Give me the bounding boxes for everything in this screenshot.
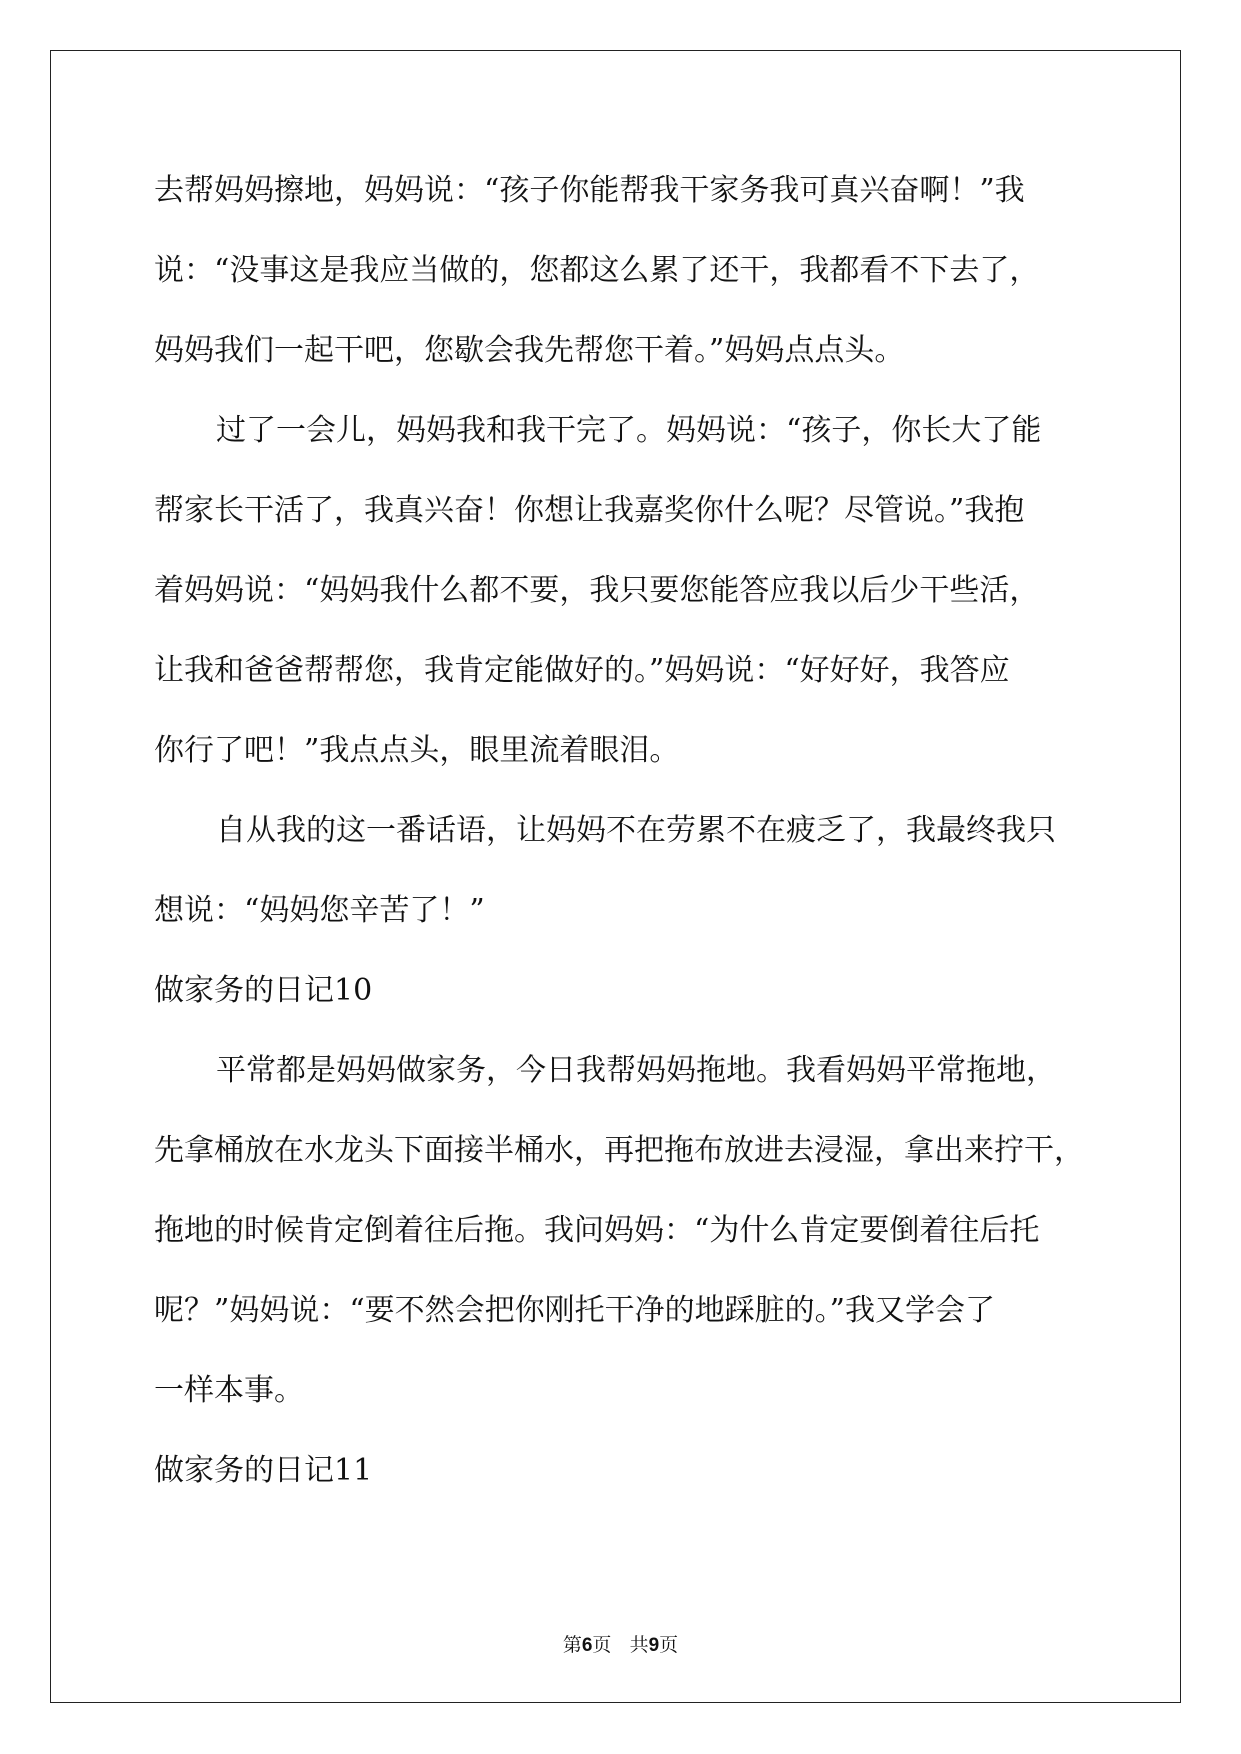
text-line: 呢？”妈妈说：“要不然会把你刚托干净的地踩脏的。”我又学会了 — [154, 1293, 996, 1328]
text-line: 妈妈我们一起干吧，您歇会我先帮您干着。”妈妈点点头。 — [154, 333, 905, 368]
text-line: 帮家长干活了，我真兴奋！你想让我嘉奖你什么呢？尽管说。”我抱 — [154, 493, 1025, 528]
current-page-number: 6 — [581, 1635, 593, 1656]
text-line: 一样本事。 — [154, 1373, 304, 1408]
text-line: 让我和爸爸帮帮您，我肯定能做好的。”妈妈说：“好好好，我答应 — [154, 653, 1010, 688]
text-line: 去帮妈妈擦地，妈妈说：“孩子你能帮我干家务我可真兴奋啊！”我 — [154, 173, 1025, 208]
paragraph-start-line: 过了一会儿，妈妈我和我干完了。妈妈说：“孩子，你长大了能 — [216, 413, 1042, 448]
paragraph-start-line: 自从我的这一番话语，让妈妈不在劳累不在疲乏了，我最终我只 — [216, 813, 1056, 848]
footer-total-prefix: 共 — [629, 1634, 649, 1656]
text-line: 说：“没事这是我应当做的，您都这么累了还干，我都看不下去了， — [154, 253, 1040, 288]
text-line: 你行了吧！”我点点头，眼里流着眼泪。 — [154, 733, 680, 768]
section-heading: 做家务的日记11 — [154, 1453, 373, 1488]
text-line: 拖地的时候肯定倒着往后拖。我问妈妈：“为什么肯定要倒着往后托 — [154, 1213, 1040, 1248]
page-footer — [0, 1630, 1241, 1657]
text-line: 着妈妈说：“妈妈我什么都不要，我只要您能答应我以后少干些活， — [154, 573, 1040, 608]
paragraph-start-line: 平常都是妈妈做家务，今日我帮妈妈拖地。我看妈妈平常拖地， — [216, 1053, 1056, 1088]
document-body — [154, 165, 1094, 1525]
text-line: 想说：“妈妈您辛苦了！” — [154, 893, 485, 928]
total-page-number: 9 — [648, 1635, 660, 1656]
footer-page-suffix: 页 — [592, 1634, 612, 1656]
text-line: 先拿桶放在水龙头下面接半桶水，再把拖布放进去浸湿，拿出来拧干， — [154, 1133, 1084, 1168]
footer-total-suffix: 页 — [659, 1634, 679, 1656]
section-heading: 做家务的日记10 — [154, 973, 373, 1008]
footer-prefix: 第 — [562, 1634, 582, 1656]
